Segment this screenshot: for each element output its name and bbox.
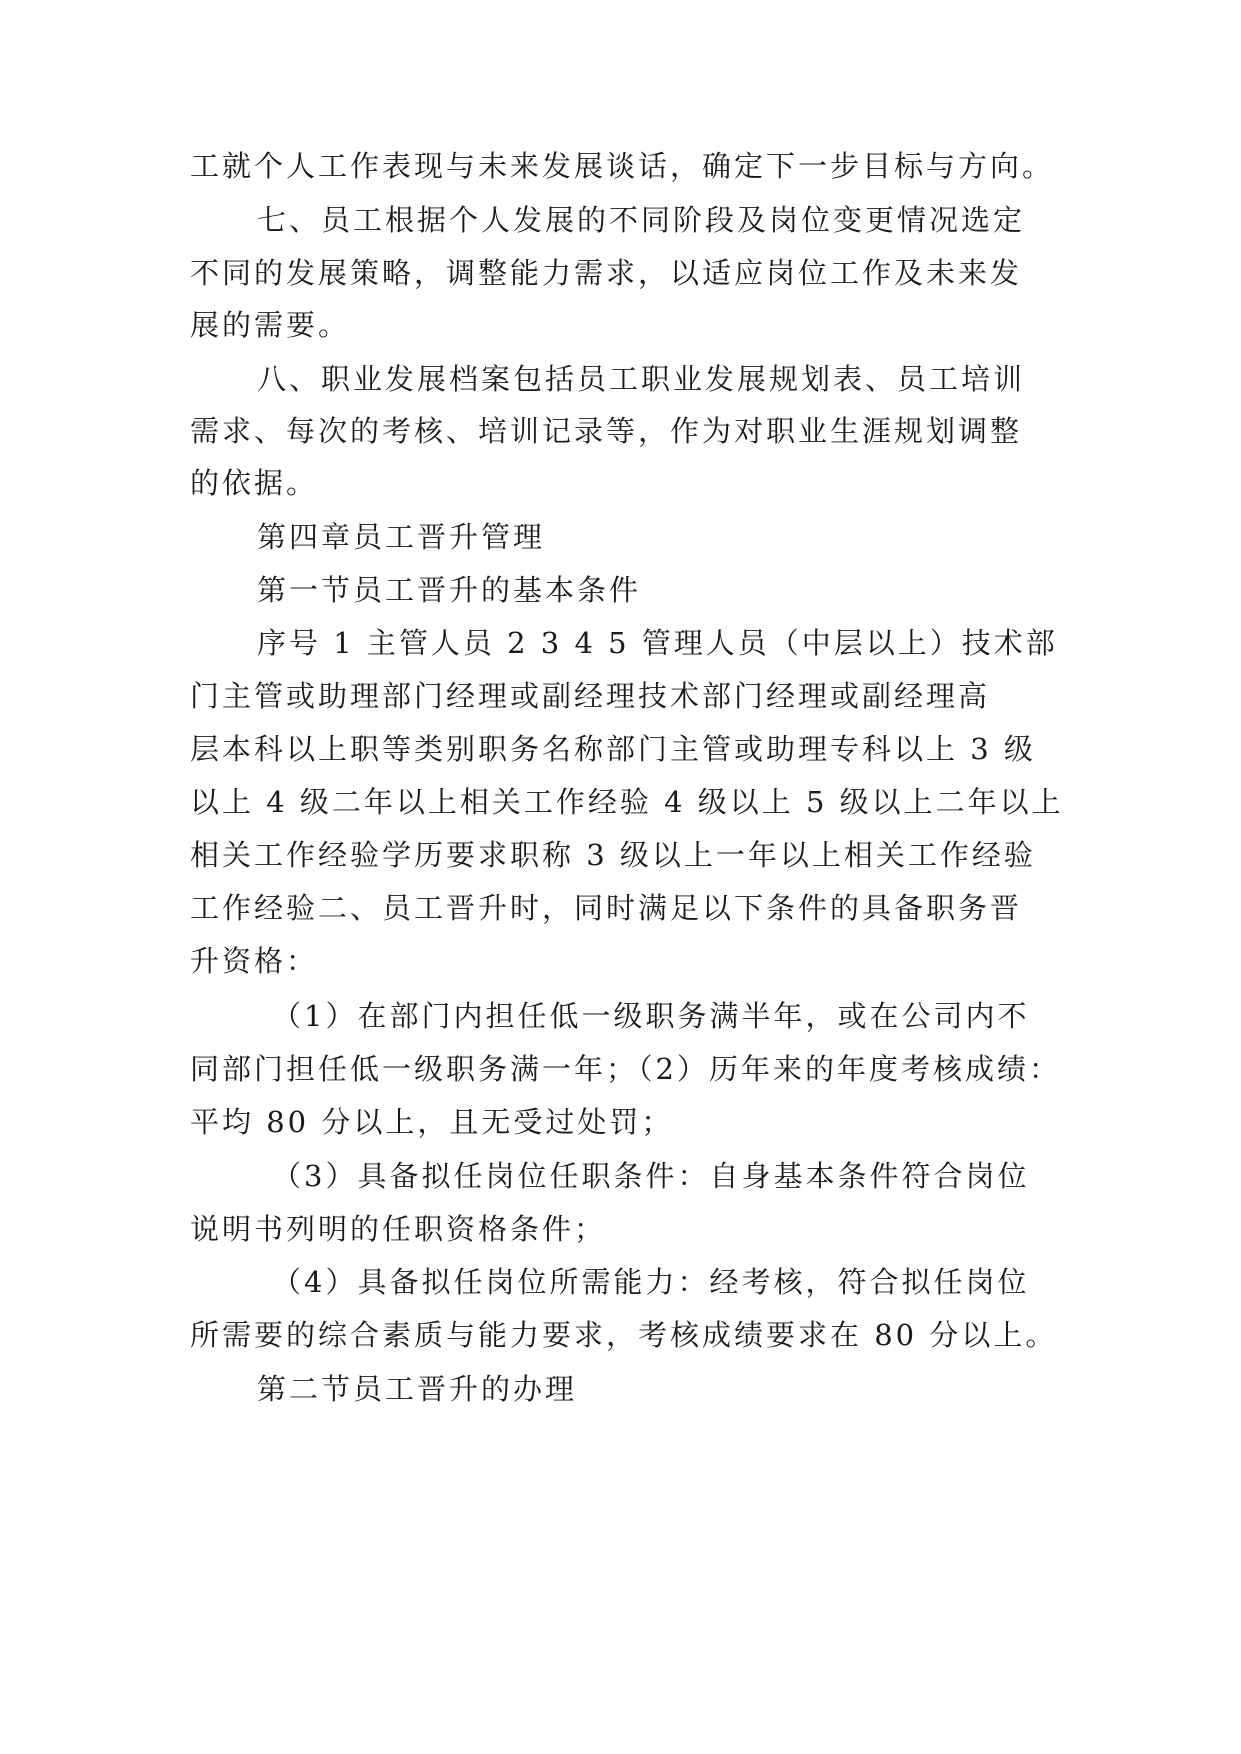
table-text-line: 门主管或助理部门经理或副经理技术部门经理或副经理高: [190, 679, 991, 713]
text-line: 升资格：: [190, 944, 319, 978]
table-text-line: 以上 4 级二年以上相关工作经验 4 级以上 5 级以上二年以上: [190, 785, 1064, 819]
text-line: 展的需要。: [190, 308, 351, 342]
condition-4: （4）具备拟任岗位所需能力：经考核，符合拟任岗位: [272, 1265, 1030, 1299]
text-line: 不同的发展策略，调整能力需求，以适应岗位工作及未来发: [190, 256, 1023, 290]
table-text-line: 相关工作经验学历要求职称 3 级以上一年以上相关工作经验: [190, 838, 1036, 872]
condition-1: （1）在部门内担任低一级职务满半年，或在公司内不: [272, 999, 1030, 1033]
paragraph-7-start: 七、员工根据个人发展的不同阶段及岗位变更情况选定: [257, 203, 1026, 237]
condition-3: （3）具备拟任岗位任职条件：自身基本条件符合岗位: [272, 1159, 1030, 1193]
text-line: 同部门担任低一级职务满一年；（2）历年来的年度考核成绩：: [190, 1052, 1061, 1086]
section-heading: 第一节员工晋升的基本条件: [257, 573, 642, 607]
chapter-heading: 第四章员工晋升管理: [257, 520, 546, 554]
text-line: 工就个人工作表现与未来发展谈话，确定下一步目标与方向。: [190, 149, 1055, 183]
text-line: 说明书列明的任职资格条件；: [190, 1212, 607, 1246]
table-text-line: 序号 1 主管人员 2 3 4 5 管理人员（中层以上）技术部: [257, 626, 1058, 660]
paragraph-8-start: 八、职业发展档案包括员工职业发展规划表、员工培训: [257, 362, 1026, 396]
text-line: 所需要的综合素质与能力要求，考核成绩要求在 80 分以上。: [190, 1318, 1058, 1352]
text-line: 平均 80 分以上，且无受过处罚；: [190, 1105, 674, 1139]
table-text-line: 层本科以上职等类别职务名称部门主管或助理专科以上 3 级: [190, 732, 1036, 766]
section-heading: 第二节员工晋升的办理: [257, 1372, 578, 1406]
text-line: 的依据。: [190, 466, 319, 500]
text-line: 需求、每次的考核、培训记录等，作为对职业生涯规划调整: [190, 414, 1023, 448]
text-line: 工作经验二、员工晋升时，同时满足以下条件的具备职务晋: [190, 891, 1023, 925]
